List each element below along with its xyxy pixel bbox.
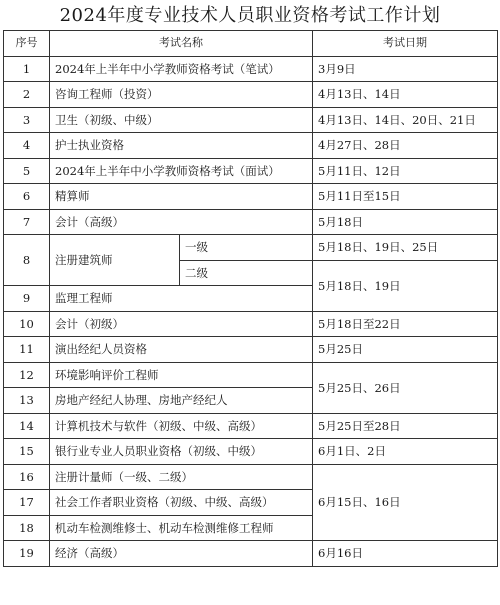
table-row bbox=[4, 184, 498, 210]
exam-date: 4月27日、28日 bbox=[313, 133, 498, 159]
exam-name: 护士执业资格 bbox=[50, 133, 313, 159]
document-title: 2024年度专业技术人员职业资格考试工作计划 bbox=[59, 5, 441, 26]
exam-name: 会计（高级） bbox=[50, 209, 313, 235]
row-number: 2 bbox=[4, 82, 50, 108]
row-number: 14 bbox=[4, 413, 50, 439]
row-number: 11 bbox=[4, 337, 50, 363]
table-row bbox=[4, 133, 498, 159]
exam-date: 5月11日至15日 bbox=[313, 184, 498, 210]
exam-name: 计算机技术与软件（初级、中级、高级） bbox=[50, 413, 313, 439]
exam-name: 咨询工程师（投资） bbox=[50, 82, 313, 108]
exam-date: 3月9日 bbox=[313, 56, 498, 82]
exam-name: 演出经纪人员资格 bbox=[50, 337, 313, 363]
table-row bbox=[4, 413, 498, 439]
row-number: 12 bbox=[4, 362, 50, 388]
exam-date: 5月18日至22日 bbox=[313, 311, 498, 337]
exam-name: 卫生（初级、中级） bbox=[50, 107, 313, 133]
exam-name: 房地产经纪人协理、房地产经纪人 bbox=[50, 388, 313, 414]
exam-date: 5月25日 bbox=[313, 337, 498, 363]
table-row bbox=[4, 464, 498, 490]
table-row bbox=[4, 311, 498, 337]
exam-date: 5月25日、26日 bbox=[313, 362, 498, 413]
exam-name: 注册建筑师 bbox=[50, 235, 180, 286]
exam-name: 银行业专业人员职业资格（初级、中级） bbox=[50, 439, 313, 465]
header-date: 考试日期 bbox=[313, 31, 498, 57]
header-no: 序号 bbox=[4, 31, 50, 57]
row-number: 10 bbox=[4, 311, 50, 337]
exam-name: 社会工作者职业资格（初级、中级、高级） bbox=[50, 490, 313, 516]
table-row bbox=[4, 107, 498, 133]
row-number: 16 bbox=[4, 464, 50, 490]
exam-sublevel: 二级 bbox=[180, 260, 313, 286]
table-row bbox=[4, 158, 498, 184]
row-number: 5 bbox=[4, 158, 50, 184]
exam-name: 注册计量师（一级、二级） bbox=[50, 464, 313, 490]
table-row bbox=[4, 56, 498, 82]
exam-name: 2024年上半年中小学教师资格考试（笔试） bbox=[50, 56, 313, 82]
table-row bbox=[4, 541, 498, 567]
row-number: 6 bbox=[4, 184, 50, 210]
exam-schedule-table bbox=[3, 30, 498, 567]
exam-date: 4月13日、14日 bbox=[313, 82, 498, 108]
exam-name: 精算师 bbox=[50, 184, 313, 210]
exam-date: 6月1日、2日 bbox=[313, 439, 498, 465]
table-row bbox=[4, 235, 498, 261]
row-number: 1 bbox=[4, 56, 50, 82]
exam-date: 5月25日至28日 bbox=[313, 413, 498, 439]
table-row bbox=[4, 439, 498, 465]
row-number: 8 bbox=[4, 235, 50, 286]
row-number: 7 bbox=[4, 209, 50, 235]
exam-date: 5月18日、19日 bbox=[313, 260, 498, 311]
exam-name: 2024年上半年中小学教师资格考试（面试） bbox=[50, 158, 313, 184]
exam-date: 6月16日 bbox=[313, 541, 498, 567]
exam-sublevel: 一级 bbox=[180, 235, 313, 261]
table-row bbox=[4, 337, 498, 363]
row-number: 17 bbox=[4, 490, 50, 516]
exam-name: 经济（高级） bbox=[50, 541, 313, 567]
exam-name: 监理工程师 bbox=[50, 286, 313, 312]
header-name: 考试名称 bbox=[50, 31, 313, 57]
row-number: 3 bbox=[4, 107, 50, 133]
exam-name: 机动车检测维修士、机动车检测维修工程师 bbox=[50, 515, 313, 541]
exam-date: 5月11日、12日 bbox=[313, 158, 498, 184]
exam-date: 5月18日、19日、25日 bbox=[313, 235, 498, 261]
table-row bbox=[4, 209, 498, 235]
exam-date: 6月15日、16日 bbox=[313, 464, 498, 541]
exam-name: 环境影响评价工程师 bbox=[50, 362, 313, 388]
exam-name: 会计（初级） bbox=[50, 311, 313, 337]
row-number: 4 bbox=[4, 133, 50, 159]
table-row bbox=[4, 82, 498, 108]
header-row bbox=[4, 31, 498, 57]
row-number: 9 bbox=[4, 286, 50, 312]
row-number: 13 bbox=[4, 388, 50, 414]
row-number: 18 bbox=[4, 515, 50, 541]
row-number: 19 bbox=[4, 541, 50, 567]
row-number: 15 bbox=[4, 439, 50, 465]
exam-date: 4月13日、14日、20日、21日 bbox=[313, 107, 498, 133]
table-row bbox=[4, 362, 498, 388]
exam-date: 5月18日 bbox=[313, 209, 498, 235]
